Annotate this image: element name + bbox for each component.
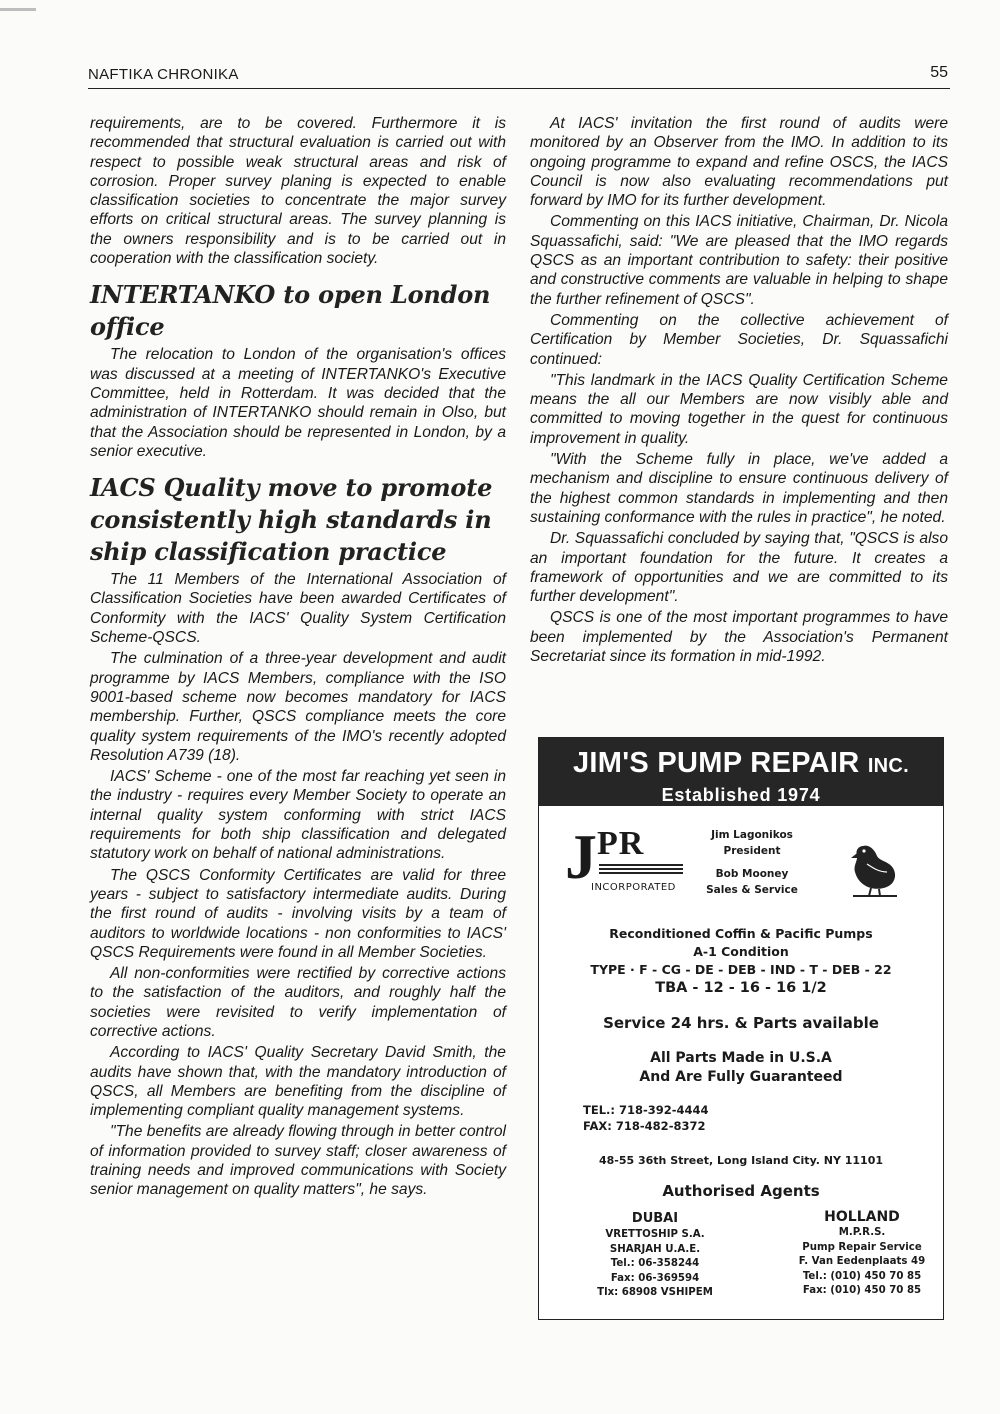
agent-company: M.P.R.S. [838, 1227, 886, 1238]
agent-city: HOLLAND [824, 1209, 900, 1225]
ad-contacts [697, 827, 807, 898]
contact-role: Sales & Service [706, 884, 798, 896]
agent-address: F. Van Eedenplaats 49 [798, 1256, 926, 1267]
page-header [88, 66, 950, 89]
pelican-icon [849, 838, 901, 898]
agent-city: DUBAI [631, 1211, 679, 1226]
agent-fax: Fax: 06-369594 [610, 1272, 700, 1284]
article-paragraph: According to IACS' Quality Secretary David Smith, the audits have shown that, with the mandatory introduction of QSCS, all Members are benefiting from the discipline of implementing compliant quality management systems. [90, 1044, 506, 1120]
ad-types-line: TYPE · F - CG - DE - DEB - IND - T - DEB - 22 [590, 962, 892, 977]
article-paragraph: Dr. Squassafichi concluded by saying that, "QSCS is also an important foundation for the future. It creates a framework of opportunities and we are committed to its further development". [530, 530, 948, 606]
page-number: 55 [930, 64, 948, 81]
article-intertanko-title: INTERTANKO to open London office [90, 280, 491, 342]
article-intertanko-body: The relocation to London of the organisation's offices was discussed at a meeting of INTERTANKO's Executive Committee, held in Rotterdam. It was decided that the administration of INTERTANKO should remain in Olso, but that the Association should be represented in London, by a senior executive. [90, 346, 506, 460]
ad-service-line: Service 24 hrs. & Parts available [603, 1014, 879, 1032]
left-column [90, 114, 506, 1202]
ad-agents-title: Authorised Agents [662, 1182, 820, 1200]
article-paragraph: QSCS is one of the most important programmes to have been implemented by the Association's Permanent Secretariat since its formation in mid-1992. [530, 609, 948, 666]
article-paragraph: The 11 Members of the International Association of Classification Societies have been awarded Certificates of Conformity with the IACS' Quality System Certification Scheme-QSCS. [90, 571, 506, 647]
ad-products-line: Reconditioned Coffin & Pacific Pumps [609, 926, 873, 941]
logo-letters-pr: PR [597, 825, 645, 862]
contact-name: Jim Lagonikos [711, 829, 793, 841]
logo-incorporated: INCORPORATED [591, 882, 676, 893]
article-paragraph: Commenting on this IACS initiative, Chairman, Dr. Nicola Squassafichi, said: "We are pleased that the IMO regards QSCS as an important contribution to safety: their positive and constructive comments are valuable in helping to shape the further refinement of QSCS". [530, 213, 948, 308]
agent-fax: Fax: (010) 450 70 85 [802, 1285, 922, 1296]
article-paragraph: The QSCS Conformity Certificates are valid for three years - subject to satisfactory intermediate audits. During the first round of audits - involving visits by a team of auditors to worldwide locations - non conformities to IACS' QSCS Requirements were found in all Member Societies. [90, 866, 506, 961]
contact-role: President [723, 845, 781, 857]
ad-telephone: TEL.: 718-392-4444 [583, 1103, 709, 1117]
article-paragraph: Commenting on the collective achievement of Certification by Member Societies, Dr. Squassafichi continued: [530, 311, 948, 368]
article-paragraph: IACS' Scheme - one of the most far reaching yet seen in the industry - requires every Member Society to operate an internal quality system conforming with strict IACS requirements for both ship classification and delegated statutory work on behalf of national administrations. [90, 768, 506, 863]
article-paragraph: "This landmark in the IACS Quality Certification Scheme means the all our Members are now visibly able and committed to moving together in the quest for continuous improvement in quality. [530, 371, 948, 447]
agent-telex: Tlx: 68908 VSHIPEM [597, 1287, 713, 1298]
ad-condition-line: A-1 Condition [693, 944, 789, 959]
agent-service: Pump Repair Service [802, 1241, 922, 1253]
intro-paragraph: requirements, are to be covered. Furthermore it is recommended that structural evaluation is carried out with respect to possible weak structural areas and risk of corrosion. Proper survey planing is expected to enable classification societies to concentrate the major survey efforts on critical structural areas. The survey planning is the owners responsibility and is to be carried out in cooperation with the classification society. [90, 115, 506, 268]
pump-repair-advertisement [538, 737, 944, 1320]
contact-name: Bob Mooney [715, 868, 789, 880]
publication-name: NAFTIKA CHRONIKA [88, 66, 239, 83]
article-paragraph: "The benefits are already flowing through in better control of information provided to survey staff; closer awareness of training needs and improved communications with Society senior management on quality matters", he says. [90, 1123, 506, 1199]
agent-tel: Tel.: 06-358244 [610, 1258, 700, 1269]
article-paragraph: "With the Scheme fully in place, we've added a mechanism and discipline to ensure continuous delivery of the highest common standards in implementing and then sustaining conformance with the rules in practice", he noted. [530, 451, 948, 526]
article-paragraph: At IACS' invitation the first round of audits were monitored by an Observer from the IMO. In addition to its ongoing programme to expand and refine OSCS, the IACS Council is now also evaluating recommendations put forward by IMO for its further development. [530, 115, 948, 210]
agent-company: VRETTOSHIP S.A. [605, 1229, 705, 1240]
jpr-logo [565, 821, 685, 902]
right-column [530, 114, 948, 668]
agent-dubai [585, 1210, 725, 1301]
ad-address: 48-55 36th Street, Long Island City. NY 11101 [598, 1154, 884, 1167]
article-paragraph: The culmination of a three-year development and audit programme by IACS Members, compliance with the ISO 9001-based scheme now becomes mandatory for IACS membership. Further, QSCS compliance meets the core quality system requirements of the IMO's recently adopted Resolution A739 (18). [90, 650, 506, 764]
article-paragraph: All non-conformities were rectified by corrective actions to the satisfaction of the auditors, and roughly half the societies were revisited to verify implementation of corrective actions. [90, 965, 506, 1040]
agent-holland [787, 1208, 937, 1299]
ad-established: Established 1974 [661, 785, 821, 805]
agent-tel: Tel.: (010) 450 70 85 [802, 1270, 922, 1282]
scan-corner-mark [0, 8, 36, 11]
agent-location: SHARJAH U.A.E. [609, 1243, 701, 1255]
ad-header [539, 738, 943, 806]
ad-company-suffix: INC. [867, 755, 910, 777]
article-iacs-title: IACS Quality move to promote consistently high standards in ship classification practice [90, 473, 493, 567]
ad-parts-line-1: All Parts Made in U.S.A [650, 1050, 832, 1066]
ad-parts-line-2: And Are Fully Guaranteed [639, 1069, 843, 1085]
ad-company-name: JIM'S PUMP REPAIR [572, 747, 860, 779]
ad-tba-line: TBA - 12 - 16 - 16 1/2 [655, 980, 827, 996]
logo-letter-j: J [565, 821, 597, 892]
logo-rule-lines [599, 864, 683, 876]
ad-fax: FAX: 718-482-8372 [583, 1119, 706, 1133]
ad-title [539, 738, 943, 782]
